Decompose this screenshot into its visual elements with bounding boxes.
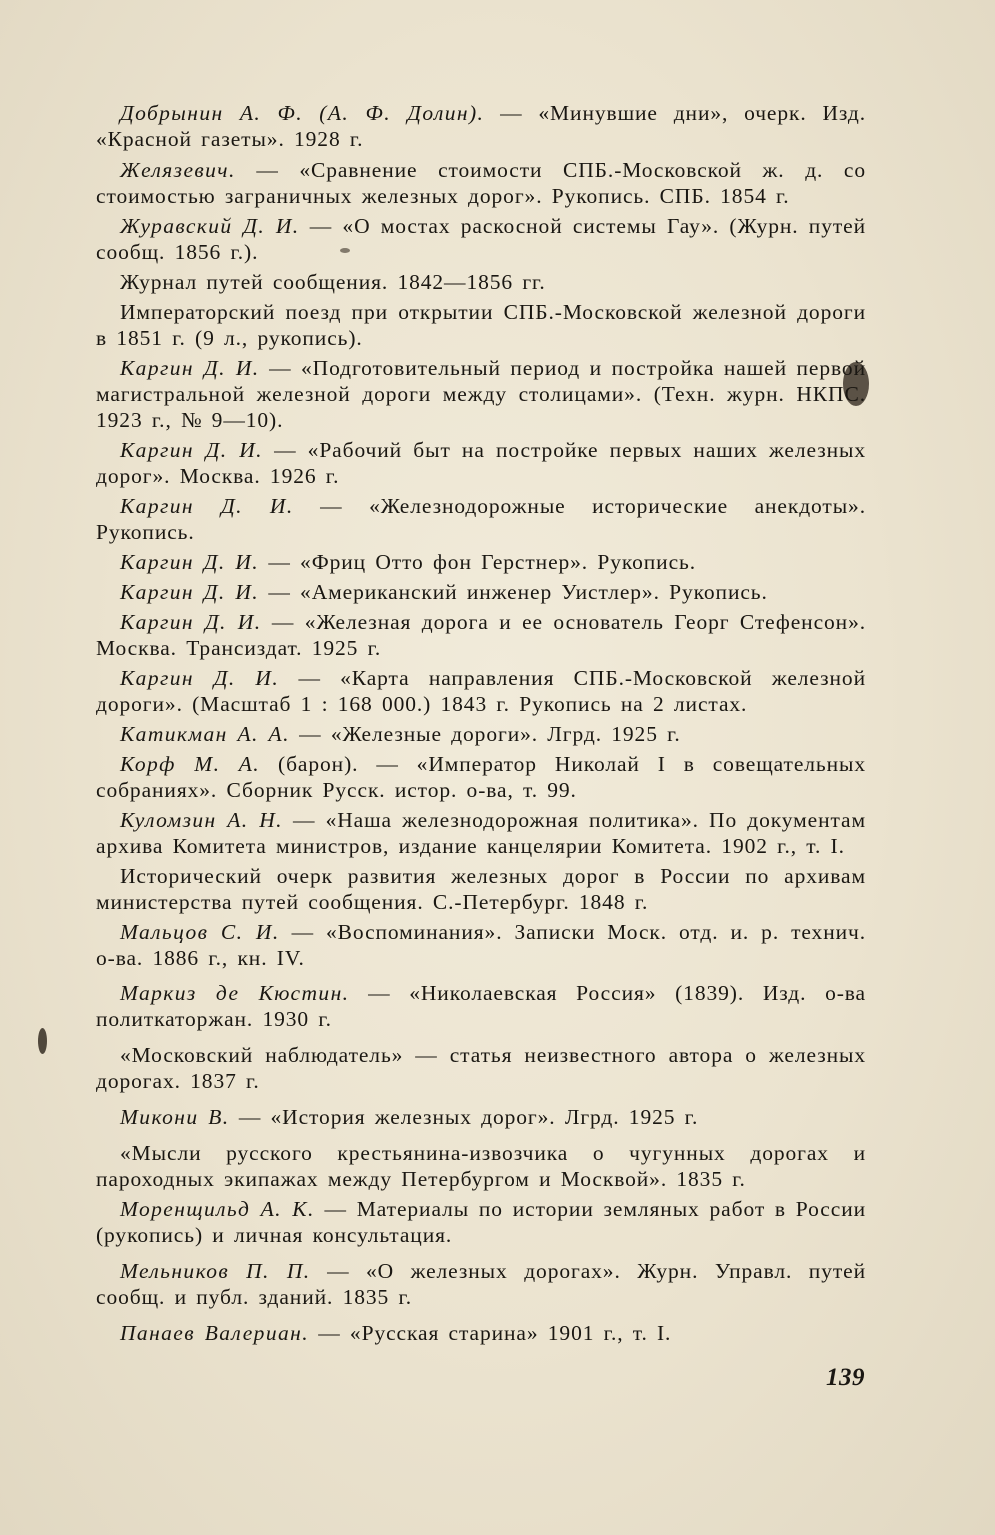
entry-author: Мельников П. П.	[120, 1259, 311, 1283]
entry-text: — «Наша железнодорожная политика». По документам архива Комитета министров, издание канцелярии Комитета. 1902 г., т. I.	[96, 808, 867, 858]
entry-author: Каргин Д. И.	[120, 666, 280, 690]
bibliography-entry	[96, 609, 866, 661]
bibliography-entry	[96, 493, 866, 545]
entry-text: — Материалы по истории земляных работ в России (рукопись) и личная консультация.	[96, 1197, 867, 1247]
entry-text: — «Железная дорога и ее основатель Георг Стефенсон». Москва. Трансиздат. 1925 г.	[96, 610, 866, 660]
bibliography-entry	[96, 721, 866, 747]
entry-author: Добрынин А. Ф. (А. Ф. Долин).	[120, 101, 485, 125]
entry-author: Корф М. А.	[120, 752, 261, 776]
entry-author: Маркиз де Кюстин.	[120, 981, 350, 1005]
bibliography-entry	[96, 665, 866, 717]
bibliography-entry	[96, 437, 866, 489]
entry-text: — «О железных дорогах». Журн. Управл. путей сообщ. и публ. зданий. 1835 г.	[96, 1259, 867, 1309]
entry-text: — «Железные дороги». Лгрд. 1925 г.	[289, 722, 681, 746]
entry-text: — «О мостах раскосной системы Гау». (Журн. путей сообщ. 1856 г.).	[96, 214, 866, 264]
page-number: 139	[826, 1364, 865, 1391]
entry-text: — «Минувшие дни», очерк. Изд. «Красной газеты». 1928 г.	[96, 101, 866, 151]
entry-author: Каргин Д. И.	[120, 438, 263, 462]
bibliography-entry	[96, 1258, 866, 1310]
entry-author: Катикман А. А.	[120, 722, 290, 746]
entry-author: Микони В.	[120, 1105, 230, 1129]
bibliography-entry	[96, 751, 866, 803]
entry-text: Императорский поезд при открытии СПБ.-Московской железной дороги в 1851 г. (9 л., рукопись).	[96, 300, 866, 350]
entry-text: — «Николаевская Россия» (1839). Изд. о-ва политкаторжан. 1930 г.	[96, 981, 866, 1031]
entry-text: — «История железных дорог». Лгрд. 1925 г.	[229, 1105, 699, 1129]
bibliography-entry	[96, 1140, 866, 1192]
bibliography-entry	[96, 1104, 866, 1130]
bibliography-entry	[96, 213, 866, 265]
entry-author: Каргин Д. И.	[120, 356, 260, 380]
bibliography-entry	[96, 807, 866, 859]
entry-author: Моренщильд А. К.	[120, 1197, 315, 1221]
bibliography-entry	[96, 863, 866, 915]
entry-text: — «Рабочий быт на постройке первых наших железных дорог». Москва. 1926 г.	[96, 438, 866, 488]
entry-author: Панаев Валериан.	[120, 1321, 309, 1345]
entry-author: Куломзин А. Н.	[120, 808, 283, 832]
entry-text: «Московский наблюдатель» — статья неизвестного автора о железных дорогах. 1837 г.	[96, 1043, 866, 1093]
entry-author: Каргин Д. И.	[120, 550, 260, 574]
bibliography-entry	[96, 919, 866, 971]
ink-blot	[38, 1028, 47, 1054]
bibliography-entry	[96, 579, 866, 605]
entry-text: — «Подготовительный период и постройка нашей первой магистральной железной дороги между столицами». (Техн. журн. НКПС. 1923 г., № 9—10).	[96, 356, 866, 432]
entry-text: — «Карта направления СПБ.-Московской железной дороги». (Масштаб 1 : 168 000.) 1843 г. Рукопись на 2 листах.	[96, 666, 866, 716]
entry-text: — «Железнодорожные исторические анекдоты». Рукопись.	[96, 494, 866, 544]
entry-text: — «Американский инженер Уистлер». Рукопись.	[259, 580, 768, 604]
entry-author: Каргин Д. И.	[120, 610, 262, 634]
bibliography-entry	[96, 100, 866, 152]
entry-text: — «Воспоминания». Записки Моск. отд. и. р. технич. о-ва. 1886 г., кн. IV.	[96, 920, 866, 970]
entry-text: Журнал путей сообщения. 1842—1856 гг.	[120, 270, 546, 294]
entry-text: — «Русская старина» 1901 г., т. I.	[308, 1321, 672, 1345]
bibliography-entry	[96, 1042, 866, 1094]
entry-text: (барон). — «Император Николай I в совещательных собраниях». Сборник Русск. истор. о-ва, т. 99.	[96, 752, 867, 802]
entry-author: Журавский Д. И.	[120, 214, 300, 238]
bibliography-entry	[96, 549, 866, 575]
entry-author: Мальцов С. И.	[120, 920, 280, 944]
bibliography-entry	[96, 355, 866, 433]
bibliography-list	[96, 100, 866, 1346]
bibliography-entry	[96, 980, 866, 1032]
entry-author: Каргин Д. И.	[120, 494, 294, 518]
bibliography-entry	[96, 269, 866, 295]
bibliography-entry	[96, 157, 866, 209]
entry-text: Исторический очерк развития железных дорог в России по архивам министерства путей сообщения. С.-Петербург. 1848 г.	[96, 864, 866, 914]
entry-author: Желязевич.	[120, 158, 236, 182]
bibliography-entry	[96, 299, 866, 351]
entry-author: Каргин Д. И.	[120, 580, 260, 604]
bibliography-entry	[96, 1196, 866, 1248]
entry-text: — «Фриц Отто фон Герстнер». Рукопись.	[259, 550, 697, 574]
entry-text: «Мысли русского крестьянина-извозчика о чугунных дорогах и пароходных экипажах между Петербургом и Москвой». 1835 г.	[96, 1141, 866, 1191]
entry-text: — «Сравнение стоимости СПБ.-Московской ж. д. со стоимостью заграничных железных дорог». Рукопись. СПБ. 1854 г.	[96, 158, 866, 208]
bibliography-entry	[96, 1320, 866, 1346]
